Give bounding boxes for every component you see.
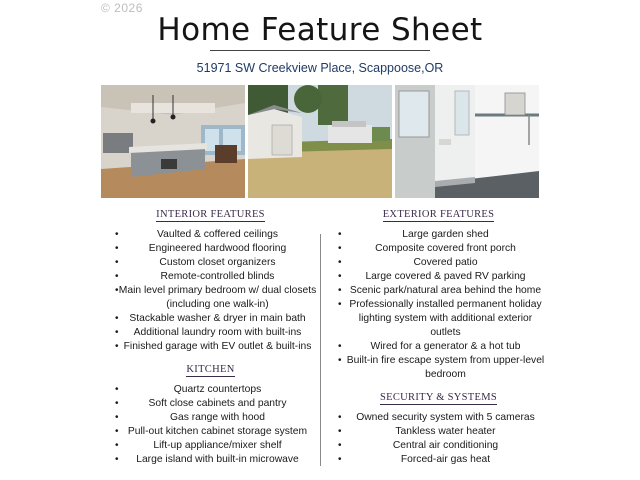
list-item: • Finished garage with EV outlet & built-ins xyxy=(103,340,318,354)
title-underline xyxy=(210,50,430,51)
exterior-features-list xyxy=(329,228,548,382)
shower-photo xyxy=(395,85,539,198)
page-title: Home Feature Sheet xyxy=(157,12,483,48)
list-item: • Built-in fire escape system from upper-level bedroom xyxy=(329,354,548,382)
list-item: • Remote-controlled blinds xyxy=(103,270,318,284)
column-divider xyxy=(320,234,321,466)
exterior-features-heading: EXTERIOR FEATURES xyxy=(382,209,495,220)
list-item: • Forced-air gas heat xyxy=(329,453,548,467)
list-item: • Wired for a generator & a hot tub xyxy=(329,340,548,354)
list-item: • Quartz countertops xyxy=(103,383,318,397)
kitchen-photo xyxy=(101,85,245,198)
list-item: • Pull-out kitchen cabinet storage system xyxy=(103,425,318,439)
list-item: • Covered patio xyxy=(329,256,548,270)
interior-features-heading: INTERIOR FEATURES xyxy=(156,209,265,220)
list-item: • Additional laundry room with built-ins xyxy=(103,326,318,340)
list-item: • Large covered & paved RV parking xyxy=(329,270,548,284)
kitchen-features-list xyxy=(103,383,318,467)
left-column xyxy=(103,209,318,467)
security-systems-heading: SECURITY & SYSTEMS xyxy=(379,392,498,403)
list-item: • Engineered hardwood flooring xyxy=(103,242,318,256)
list-item: • Owned security system with 5 cameras xyxy=(329,411,548,425)
property-address: 51971 SW Creekview Place, Scappoose,OR xyxy=(196,61,444,75)
copyright-notice: © 2026 xyxy=(101,1,143,15)
list-item: • Lift-up appliance/mixer shelf xyxy=(103,439,318,453)
list-item: • Stackable washer & dryer in main bath xyxy=(103,312,318,326)
list-item: • Large garden shed xyxy=(329,228,548,242)
list-item: • Professionally installed permanent holiday lighting system with additional exterior outlets xyxy=(329,298,548,340)
list-item: • Gas range with hood xyxy=(103,411,318,425)
list-item: • Main level primary bedroom w/ dual closets (including one walk-in) xyxy=(103,284,318,312)
list-item: • Central air conditioning xyxy=(329,439,548,453)
list-item: • Composite covered front porch xyxy=(329,242,548,256)
list-item: • Soft close cabinets and pantry xyxy=(103,397,318,411)
list-item: • Tankless water heater xyxy=(329,425,548,439)
interior-features-list xyxy=(103,228,318,354)
list-item: • Scenic park/natural area behind the home xyxy=(329,284,548,298)
security-features-list xyxy=(329,411,548,467)
kitchen-heading: KITCHEN xyxy=(186,364,235,375)
right-column xyxy=(329,209,548,467)
list-item: • Custom closet organizers xyxy=(103,256,318,270)
list-item: • Vaulted & coffered ceilings xyxy=(103,228,318,242)
shed-yard-photo xyxy=(248,85,392,198)
list-item: • Large island with built-in microwave xyxy=(103,453,318,467)
